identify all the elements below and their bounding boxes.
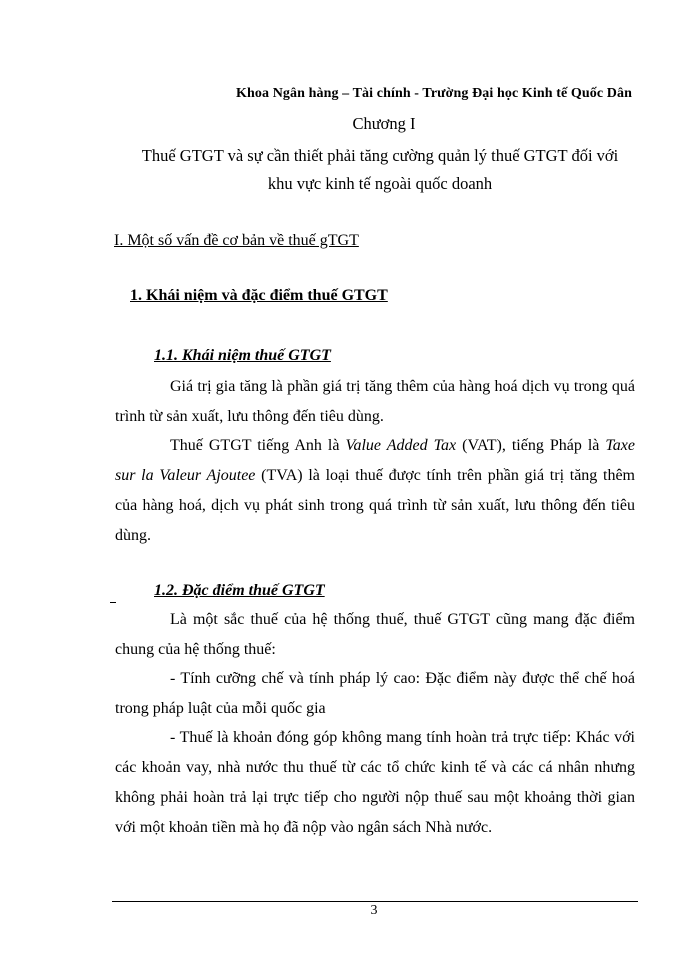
paragraph-characteristic-legal — [115, 664, 635, 724]
stray-mark — [110, 602, 116, 603]
paragraph-text: - Tính cưỡng chế và tính pháp lý cao: Đặc điểm này được thể chế hoá trong pháp luật của mỗi quốc gia — [115, 670, 635, 717]
footer-divider — [112, 901, 638, 902]
paragraph-text: Là một sắc thuế của hệ thống thuế, thuế GTGT cũng mang đặc điểm chung của hệ thống thuế: — [115, 611, 635, 658]
faculty-header: Khoa Ngân hàng – Tài chính - Trường Đại học Kinh tế Quốc Dân — [236, 86, 632, 101]
chapter-label: Chương I — [352, 114, 416, 133]
chapter-title-line-1: Thuế GTGT và sự cần thiết phải tăng cường quản lý thuế GTGT đối với — [141, 146, 619, 165]
subsection-heading-1: 1. Khái niệm và đặc điểm thuế GTGT — [130, 287, 388, 304]
english-term: Value Added Tax — [345, 437, 457, 454]
paragraph-value-added-definition — [115, 372, 635, 432]
subsection-heading-1-1: 1.1. Khái niệm thuế GTGT — [154, 347, 331, 364]
paragraph-characteristics-intro — [115, 605, 635, 665]
paragraph-text: (TVA) là loại thuế được tính trên phần giá trị tăng thêm của hàng hoá, dịch vụ phát sinh trong quá trình từ sản xuất, lưu thông đến tiêu dùng. — [115, 467, 635, 544]
paragraph-text: Thuế GTGT tiếng Anh là — [170, 437, 346, 454]
paragraph-text: - Thuế là khoản đóng góp không mang tính hoàn trả trực tiếp: Khác với các khoản vay, nhà nước thu thuế từ các tổ chức kinh tế và các cá nhân nhưng không phải hoàn trả lại trực tiếp cho người nộp thuế sau một khoảng thời gian với một khoản tiền mà họ đã nộp vào ngân sách Nhà nước. — [115, 729, 635, 836]
paragraph-text: Giá trị gia tăng là phần giá trị tăng thêm của hàng hoá dịch vụ trong quá trình từ sản xuất, lưu thông đến tiêu dùng. — [115, 378, 635, 425]
subsection-heading-1-2: 1.2. Đặc điểm thuế GTGT — [154, 582, 325, 599]
section-heading: I. Một số vấn đề cơ bản về thuế gTGT — [114, 232, 359, 249]
paragraph-text: (VAT), tiếng Pháp là — [456, 437, 606, 454]
page-number: 3 — [370, 903, 378, 918]
paragraph-vat-definition — [115, 431, 635, 551]
french-term: Taxe sur la Valeur Ajoutee — [115, 437, 636, 484]
chapter-title-line-2: khu vực kinh tế ngoài quốc doanh — [267, 174, 493, 193]
chapter-title — [100, 142, 660, 198]
paragraph-characteristic-non-refundable — [115, 723, 635, 843]
